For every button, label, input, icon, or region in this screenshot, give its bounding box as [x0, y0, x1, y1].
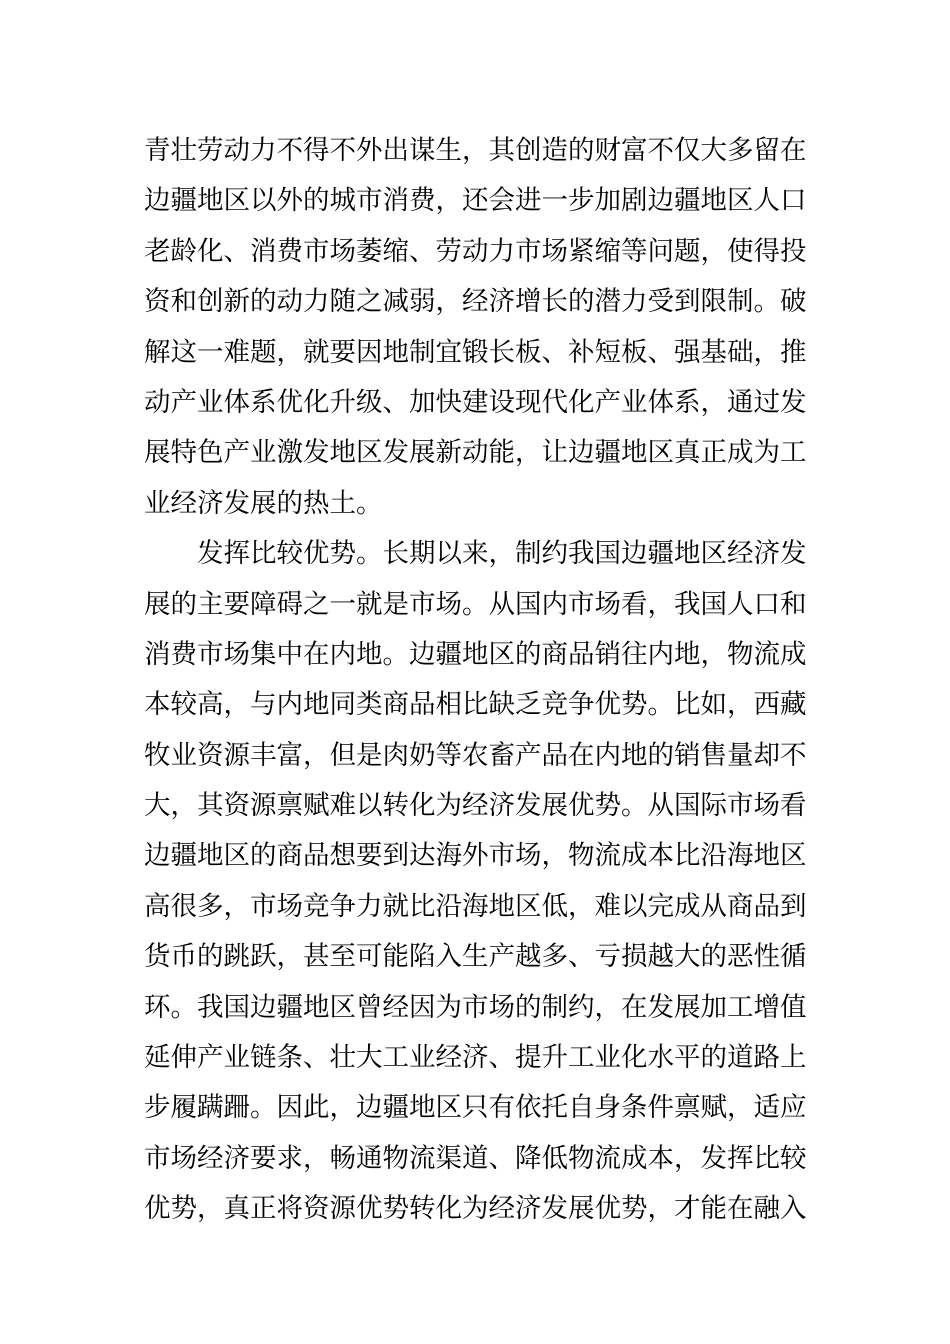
text-line: 展的主要障碍之一就是市场。从国内市场看，我国人口和: [144, 588, 807, 620]
text-line: 环。我国边疆地区曾经因为市场的制约，在发展加工增值: [144, 991, 807, 1023]
text-line: 大，其资源禀赋难以转化为经济发展优势。从国际市场看: [144, 790, 807, 822]
text-line: 动产业体系优化升级、加快建设现代化产业体系，通过发: [144, 386, 807, 418]
text-line: 资和创新的动力随之减弱，经济增长的潜力受到限制。破: [144, 286, 807, 318]
text-line: 优势，真正将资源优势转化为经济发展优势，才能在融入: [144, 1193, 807, 1225]
text-line: 发挥比较优势。长期以来，制约我国边疆地区经济发: [197, 538, 807, 570]
text-line: 延伸产业链条、壮大工业经济、提升工业化水平的道路上: [144, 1042, 807, 1074]
text-line: 老龄化、消费市场萎缩、劳动力市场紧缩等问题，使得投: [144, 235, 807, 267]
text-line: 边疆地区以外的城市消费，还会进一步加剧边疆地区人口: [144, 185, 807, 217]
text-line: 青壮劳动力不得不外出谋生，其创造的财富不仅大多留在: [144, 135, 807, 166]
paragraph: [144, 126, 808, 529]
text-line: 消费市场集中在内地。边疆地区的商品销往内地，物流成: [144, 638, 807, 670]
paragraph: [144, 529, 808, 1234]
text-line: 步履蹒跚。因此，边疆地区只有依托自身条件禀赋，适应: [144, 1092, 807, 1124]
text-line: 货币的跳跃，甚至可能陷入生产越多、亏损越大的恶性循: [144, 941, 807, 973]
text-line: 牧业资源丰富，但是肉奶等农畜产品在内地的销售量却不: [144, 739, 807, 771]
body-text: [144, 126, 808, 1235]
text-line: 边疆地区的商品想要到达海外市场，物流成本比沿海地区: [144, 840, 807, 872]
text-line: 高很多，市场竞争力就比沿海地区低，难以完成从商品到: [144, 890, 807, 922]
text-line: 本较高，与内地同类商品相比缺乏竞争优势。比如，西藏: [144, 689, 807, 721]
text-line: 展特色产业激发地区发展新动能，让边疆地区真正成为工: [144, 437, 807, 469]
text-line: 解这一难题，就要因地制宜锻长板、补短板、强基础，推: [144, 336, 807, 368]
text-line: 业经济发展的热土。: [144, 487, 383, 519]
text-line: 市场经济要求，畅通物流渠道、降低物流成本，发挥比较: [144, 1142, 807, 1174]
